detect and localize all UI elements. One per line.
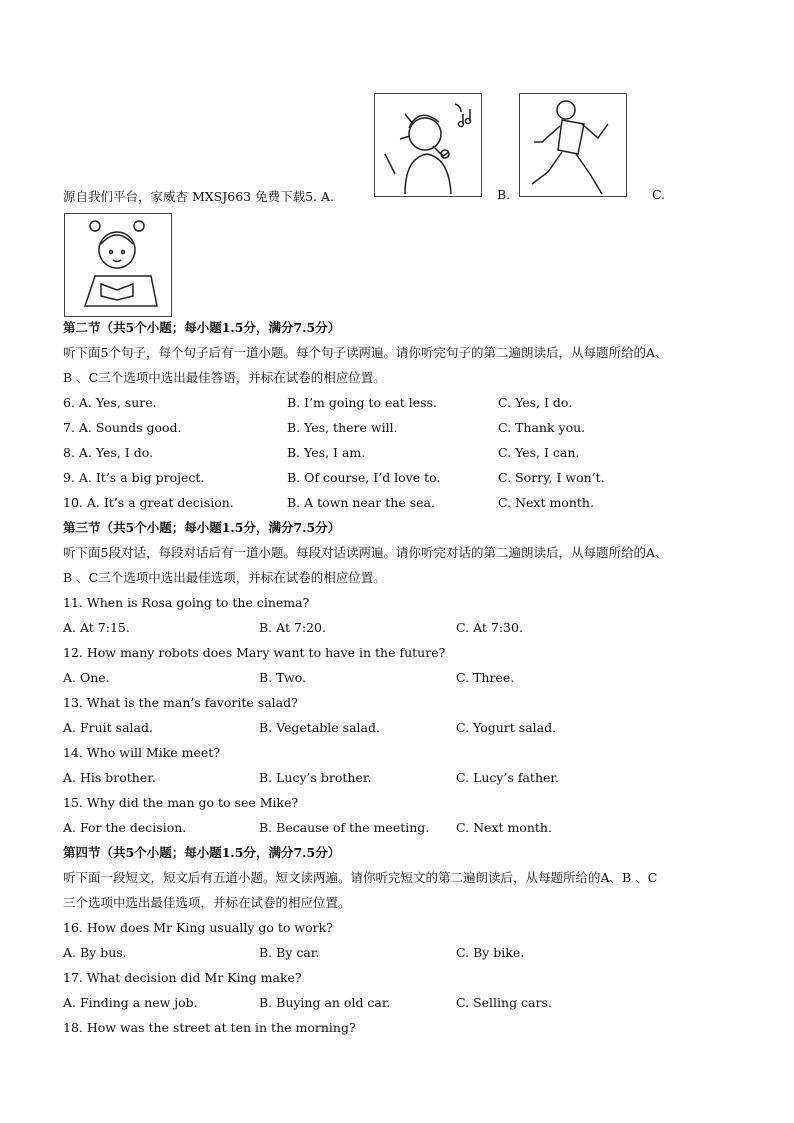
option-b: B. A town near the sea. — [287, 495, 435, 510]
source-line: 源自我们平台，家威杏 MXSJ663 免费下载5. A. — [63, 189, 334, 204]
option-c: C. At 7:30. — [456, 620, 523, 635]
option-b: B. Two. — [259, 670, 307, 685]
options-row — [63, 465, 733, 490]
girl-singing-icon — [374, 93, 482, 197]
option-b: B. Lucy’s brother. — [259, 770, 372, 785]
question: 18. How was the street at ten in the morning? — [63, 1020, 356, 1035]
instructions: 听下面一段短文，短文后有五道小题。短文读两遍。请你听完短文的第二遍朗读后，从每题所给的A、B 、C — [63, 870, 658, 885]
options-row — [63, 665, 733, 690]
option-a: 9. A. It’s a big project. — [63, 470, 205, 485]
instructions: 三个选项中选出最佳选项，并标在试卷的相应位置。 — [63, 895, 351, 910]
option-b: B. At 7:20. — [259, 620, 326, 635]
question: 11. When is Rosa going to the cinema? — [63, 595, 310, 610]
options-row — [63, 440, 733, 465]
option-a: A. For the decision. — [63, 820, 187, 835]
question: 17. What decision did Mr King make? — [63, 970, 302, 985]
option-b: B. Yes, there will. — [287, 420, 398, 435]
option-c: C. Yes, I can. — [498, 445, 580, 460]
option-c: C. Next month. — [456, 820, 552, 835]
options-row — [63, 390, 733, 415]
option-c: C. Next month. — [498, 495, 594, 510]
question: 12. How many robots does Mary want to have in the future? — [63, 645, 446, 660]
option-b: B. Of course, I’d love to. — [287, 470, 441, 485]
question: 13. What is the man’s favorite salad? — [63, 695, 298, 710]
section-heading: 第四节（共5个小题；每小题1.5分，满分7.5分） — [63, 845, 341, 860]
option-a: A. By bus. — [63, 945, 127, 960]
option-a: A. Finding a new job. — [63, 995, 198, 1010]
option-c: C. Selling cars. — [456, 995, 552, 1010]
option-c: C. Yes, I do. — [498, 395, 573, 410]
options-row — [63, 490, 733, 515]
girl-reading-icon — [64, 213, 172, 317]
option-b: B. I’m going to eat less. — [287, 395, 437, 410]
option-c: C. Yogurt salad. — [456, 720, 557, 735]
option-c-label: C. — [652, 187, 666, 202]
man-running-icon — [519, 93, 627, 197]
option-c: C. By bike. — [456, 945, 525, 960]
instructions: 听下面5个句子，每个句子后有一道小题。每个句子读两遍。请你听完句子的第二遍朗读后，从每题所给的A、 — [63, 345, 668, 360]
option-c: C. Three. — [456, 670, 515, 685]
option-a: A. Fruit salad. — [63, 720, 153, 735]
option-a: 7. A. Sounds good. — [63, 420, 182, 435]
option-b: B. Buying an old car. — [259, 995, 391, 1010]
question: 16. How does Mr King usually go to work? — [63, 920, 333, 935]
option-a: 8. A. Yes, I do. — [63, 445, 153, 460]
instructions: B 、C三个选项中选出最佳选项，并标在试卷的相应位置。 — [63, 570, 386, 585]
option-a: A. One. — [63, 670, 110, 685]
options-row — [63, 765, 733, 790]
option-a: A. His brother. — [63, 770, 156, 785]
option-b: B. By car. — [259, 945, 320, 960]
option-b: B. Yes, I am. — [287, 445, 366, 460]
option-a: 6. A. Yes, sure. — [63, 395, 157, 410]
option-b: B. Because of the meeting. — [259, 820, 430, 835]
option-b: B. Vegetable salad. — [259, 720, 380, 735]
instructions: B 、C三个选项中选出最佳答语，并标在试卷的相应位置。 — [63, 370, 386, 385]
options-row — [63, 940, 733, 965]
options-row — [63, 615, 733, 640]
question: 15. Why did the man go to see Mike? — [63, 795, 299, 810]
option-a: A. At 7:15. — [63, 620, 130, 635]
options-row — [63, 415, 733, 440]
section-heading: 第二节（共5个小题；每小题1.5分，满分7.5分） — [63, 320, 341, 335]
options-row — [63, 815, 733, 840]
options-row — [63, 715, 733, 740]
question: 14. Who will Mike meet? — [63, 745, 221, 760]
option-c: C. Sorry, I won’t. — [498, 470, 605, 485]
instructions: 听下面5段对话，每段对话后有一道小题。每段对话读两遍。请你听完对话的第二遍朗读后，从每题所给的A、 — [63, 545, 668, 560]
option-a: 10. A. It’s a great decision. — [63, 495, 234, 510]
options-row — [63, 990, 733, 1015]
option-c: C. Thank you. — [498, 420, 586, 435]
section-heading: 第三节（共5个小题；每小题1.5分，满分7.5分） — [63, 520, 341, 535]
option-b-label: B. — [497, 187, 511, 202]
option-c: C. Lucy’s father. — [456, 770, 559, 785]
